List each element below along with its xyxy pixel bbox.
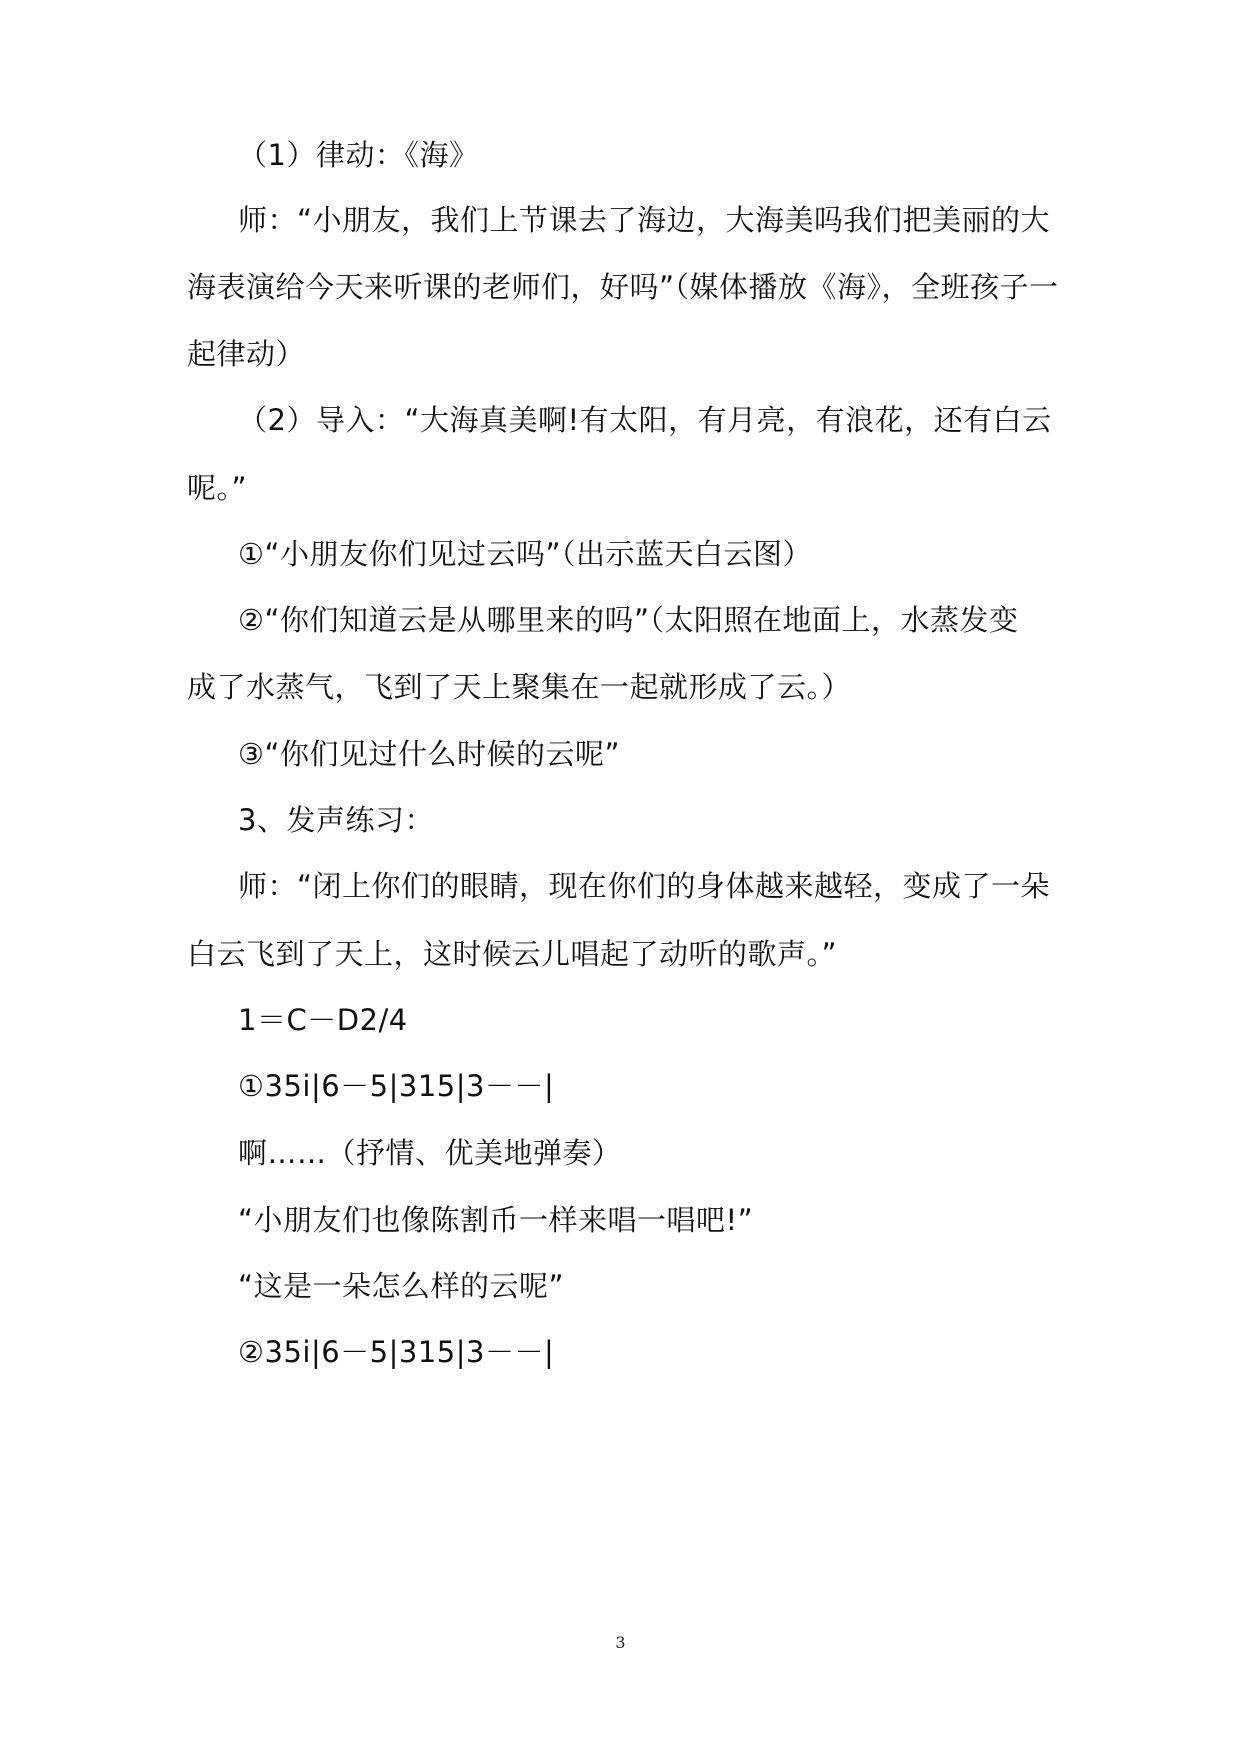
line-cloud-question: “这是一朵怎么样的云呢” [238,1269,565,1303]
line-question-3: ③“你们见过什么时候的云呢” [238,737,621,771]
line-teacher-1c: 起律动） [187,337,306,371]
line-key-signature: 1＝C－D2/4 [238,1003,408,1037]
line-teacher-2a: 师：“闭上你们的眼睛，现在你们的身体越来越轻，变成了一朵 [238,869,1051,903]
line-vocal-practice-heading: 3、发声练习： [238,803,434,837]
line-question-2b: 成了水蒸气，飞到了天上聚集在一起就形成了云。） [187,670,852,704]
line-rhythm-heading: （1）律动：《海》 [238,138,479,172]
line-question-2a: ②“你们知道云是从哪里来的吗”（太阳照在地面上，水蒸发变 [238,603,1019,637]
line-notation-2: ②35i|6－5|315|3－－| [238,1335,555,1369]
line-notation-1: ①35i|6－5|315|3－－| [238,1069,555,1103]
line-intro-b: 呢。” [187,471,248,505]
page-number: 3 [615,1633,626,1652]
line-question-1: ①“小朋友你们见过云吗”（出示蓝天白云图） [238,537,813,571]
line-intro-a: （2）导入：“大海真美啊!有太阳，有月亮，有浪花，还有白云 [238,403,1052,437]
line-teacher-1a: 师：“小朋友，我们上节课去了海边，大海美吗我们把美丽的大 [238,203,1051,237]
line-singing-note: 啊……（抒情、优美地弹奏） [238,1136,622,1170]
line-invite-sing: “小朋友们也像陈割币一样来唱一唱吧!” [238,1203,754,1237]
line-teacher-2b: 白云飞到了天上，这时候云儿唱起了动听的歌声。” [187,937,838,971]
line-teacher-1b: 海表演给今天来听课的老师们，好吗”（媒体播放《海》，全班孩子一 [187,270,1059,304]
